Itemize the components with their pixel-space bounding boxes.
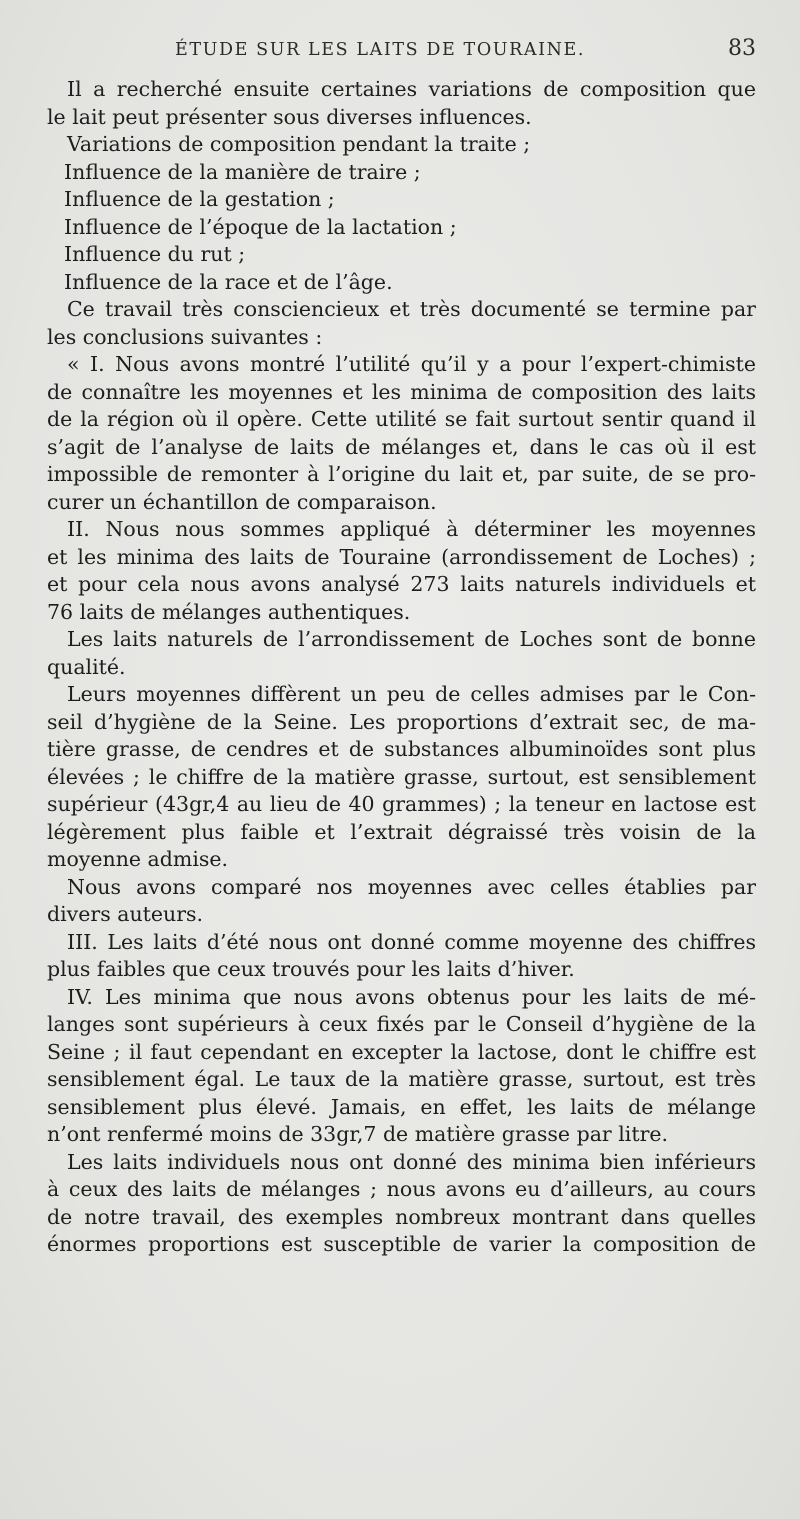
text-line: divers auteurs.: [47, 902, 204, 926]
running-title: ÉTUDE SUR LES LAITS DE TOURAINE.: [175, 40, 586, 60]
text-line: Seine ; il faut cependant en excepter la lactose, dont le chiffre est: [47, 1039, 756, 1064]
page-header: [0, 36, 800, 66]
text-line: Leurs moyennes diffèrent un peu de celles admises par le Con-: [67, 682, 756, 706]
text-line: Ce travail très consciencieux et très documenté se termine par: [67, 297, 756, 321]
text-line: II. Nous nous sommes appliqué à déterminer les moyennes: [67, 517, 756, 541]
text-line: langes sont supérieurs à ceux fixés par le Conseil d’hygiène de la: [47, 1012, 756, 1036]
text-line: élevées ; le chiffre de la matière grasse, surtout, est sensiblement: [47, 764, 756, 789]
text-line: Influence de la race et de l’âge.: [64, 269, 393, 294]
text-line: et les minima des laits de Touraine (arrondissement de Loches) ;: [47, 544, 756, 569]
text-line: III. Les laits d’été nous ont donné comme moyenne des chiffres: [67, 929, 756, 954]
body-text: [47, 76, 756, 1259]
text-line: moyenne admise.: [47, 847, 229, 871]
text-line: Il a recherché ensuite certaines variations de composition que: [67, 77, 756, 101]
text-line: de notre travail, des exemples nombreux montrant dans quelles: [47, 1204, 756, 1229]
text-line: IV. Les minima que nous avons obtenus pour les laits de mé-: [67, 984, 756, 1009]
text-line: Nous avons comparé nos moyennes avec celles établies par: [67, 874, 756, 899]
text-line: le lait peut présenter sous diverses influences.: [47, 104, 532, 129]
text-line: curer un échantillon de comparaison.: [47, 489, 437, 514]
text-line: plus faibles que ceux trouvés pour les laits d’hiver.: [47, 957, 575, 981]
text-line: 76 laits de mélanges authentiques.: [47, 599, 411, 624]
text-line: Les laits individuels nous ont donné des minima bien inférieurs: [67, 1149, 756, 1174]
text-line: et pour cela nous avons analysé 273 laits naturels individuels et: [47, 572, 756, 596]
text-line: sensiblement plus élevé. Jamais, en effet, les laits de mélange: [47, 1094, 756, 1119]
page-number: 83: [728, 36, 756, 61]
text-line: tière grasse, de cendres et de substances albuminoïdes sont plus: [47, 737, 756, 761]
text-line: les conclusions suivantes :: [47, 324, 323, 349]
text-line: s’agit de l’analyse de laits de mélanges et, dans le cas où il est: [47, 434, 756, 459]
text-line: énormes proportions est susceptible de varier la composition de: [47, 1232, 756, 1256]
text-line: « I. Nous avons montré l’utilité qu’il y a pour l’expert-chimiste: [67, 352, 756, 376]
text-line: Influence de l’époque de la lactation ;: [64, 214, 457, 239]
text-line: légèrement plus faible et l’extrait dégraissé très voisin de la: [47, 819, 756, 844]
text-line: sensiblement égal. Le taux de la matière grasse, surtout, est très: [47, 1067, 756, 1091]
text-line: qualité.: [47, 654, 126, 679]
text-line: Variations de composition pendant la traite ;: [67, 132, 531, 156]
text-line: seil d’hygiène de la Seine. Les proportions d’extrait sec, de ma-: [47, 709, 756, 734]
text-line: n’ont renfermé moins de 33gr,7 de matière grasse par litre.: [47, 1122, 669, 1146]
text-line: Influence de la gestation ;: [64, 187, 335, 211]
text-line: Les laits naturels de l’arrondissement de Loches sont de bonne: [67, 627, 756, 651]
text-line: supérieur (43gr,4 au lieu de 40 grammes) ; la teneur en lactose est: [47, 792, 756, 816]
text-line: de la région où il opère. Cette utilité se fait surtout sentir quand il: [47, 407, 756, 431]
text-line: Influence du rut ;: [64, 242, 246, 266]
text-line: impossible de remonter à l’origine du lait et, par suite, de se pro-: [47, 462, 756, 486]
text-line: à ceux des laits de mélanges ; nous avons eu d’ailleurs, au cours: [47, 1177, 756, 1201]
text-line: de connaître les moyennes et les minima de composition des laits: [47, 379, 756, 404]
text-line: Influence de la manière de traire ;: [64, 159, 421, 184]
